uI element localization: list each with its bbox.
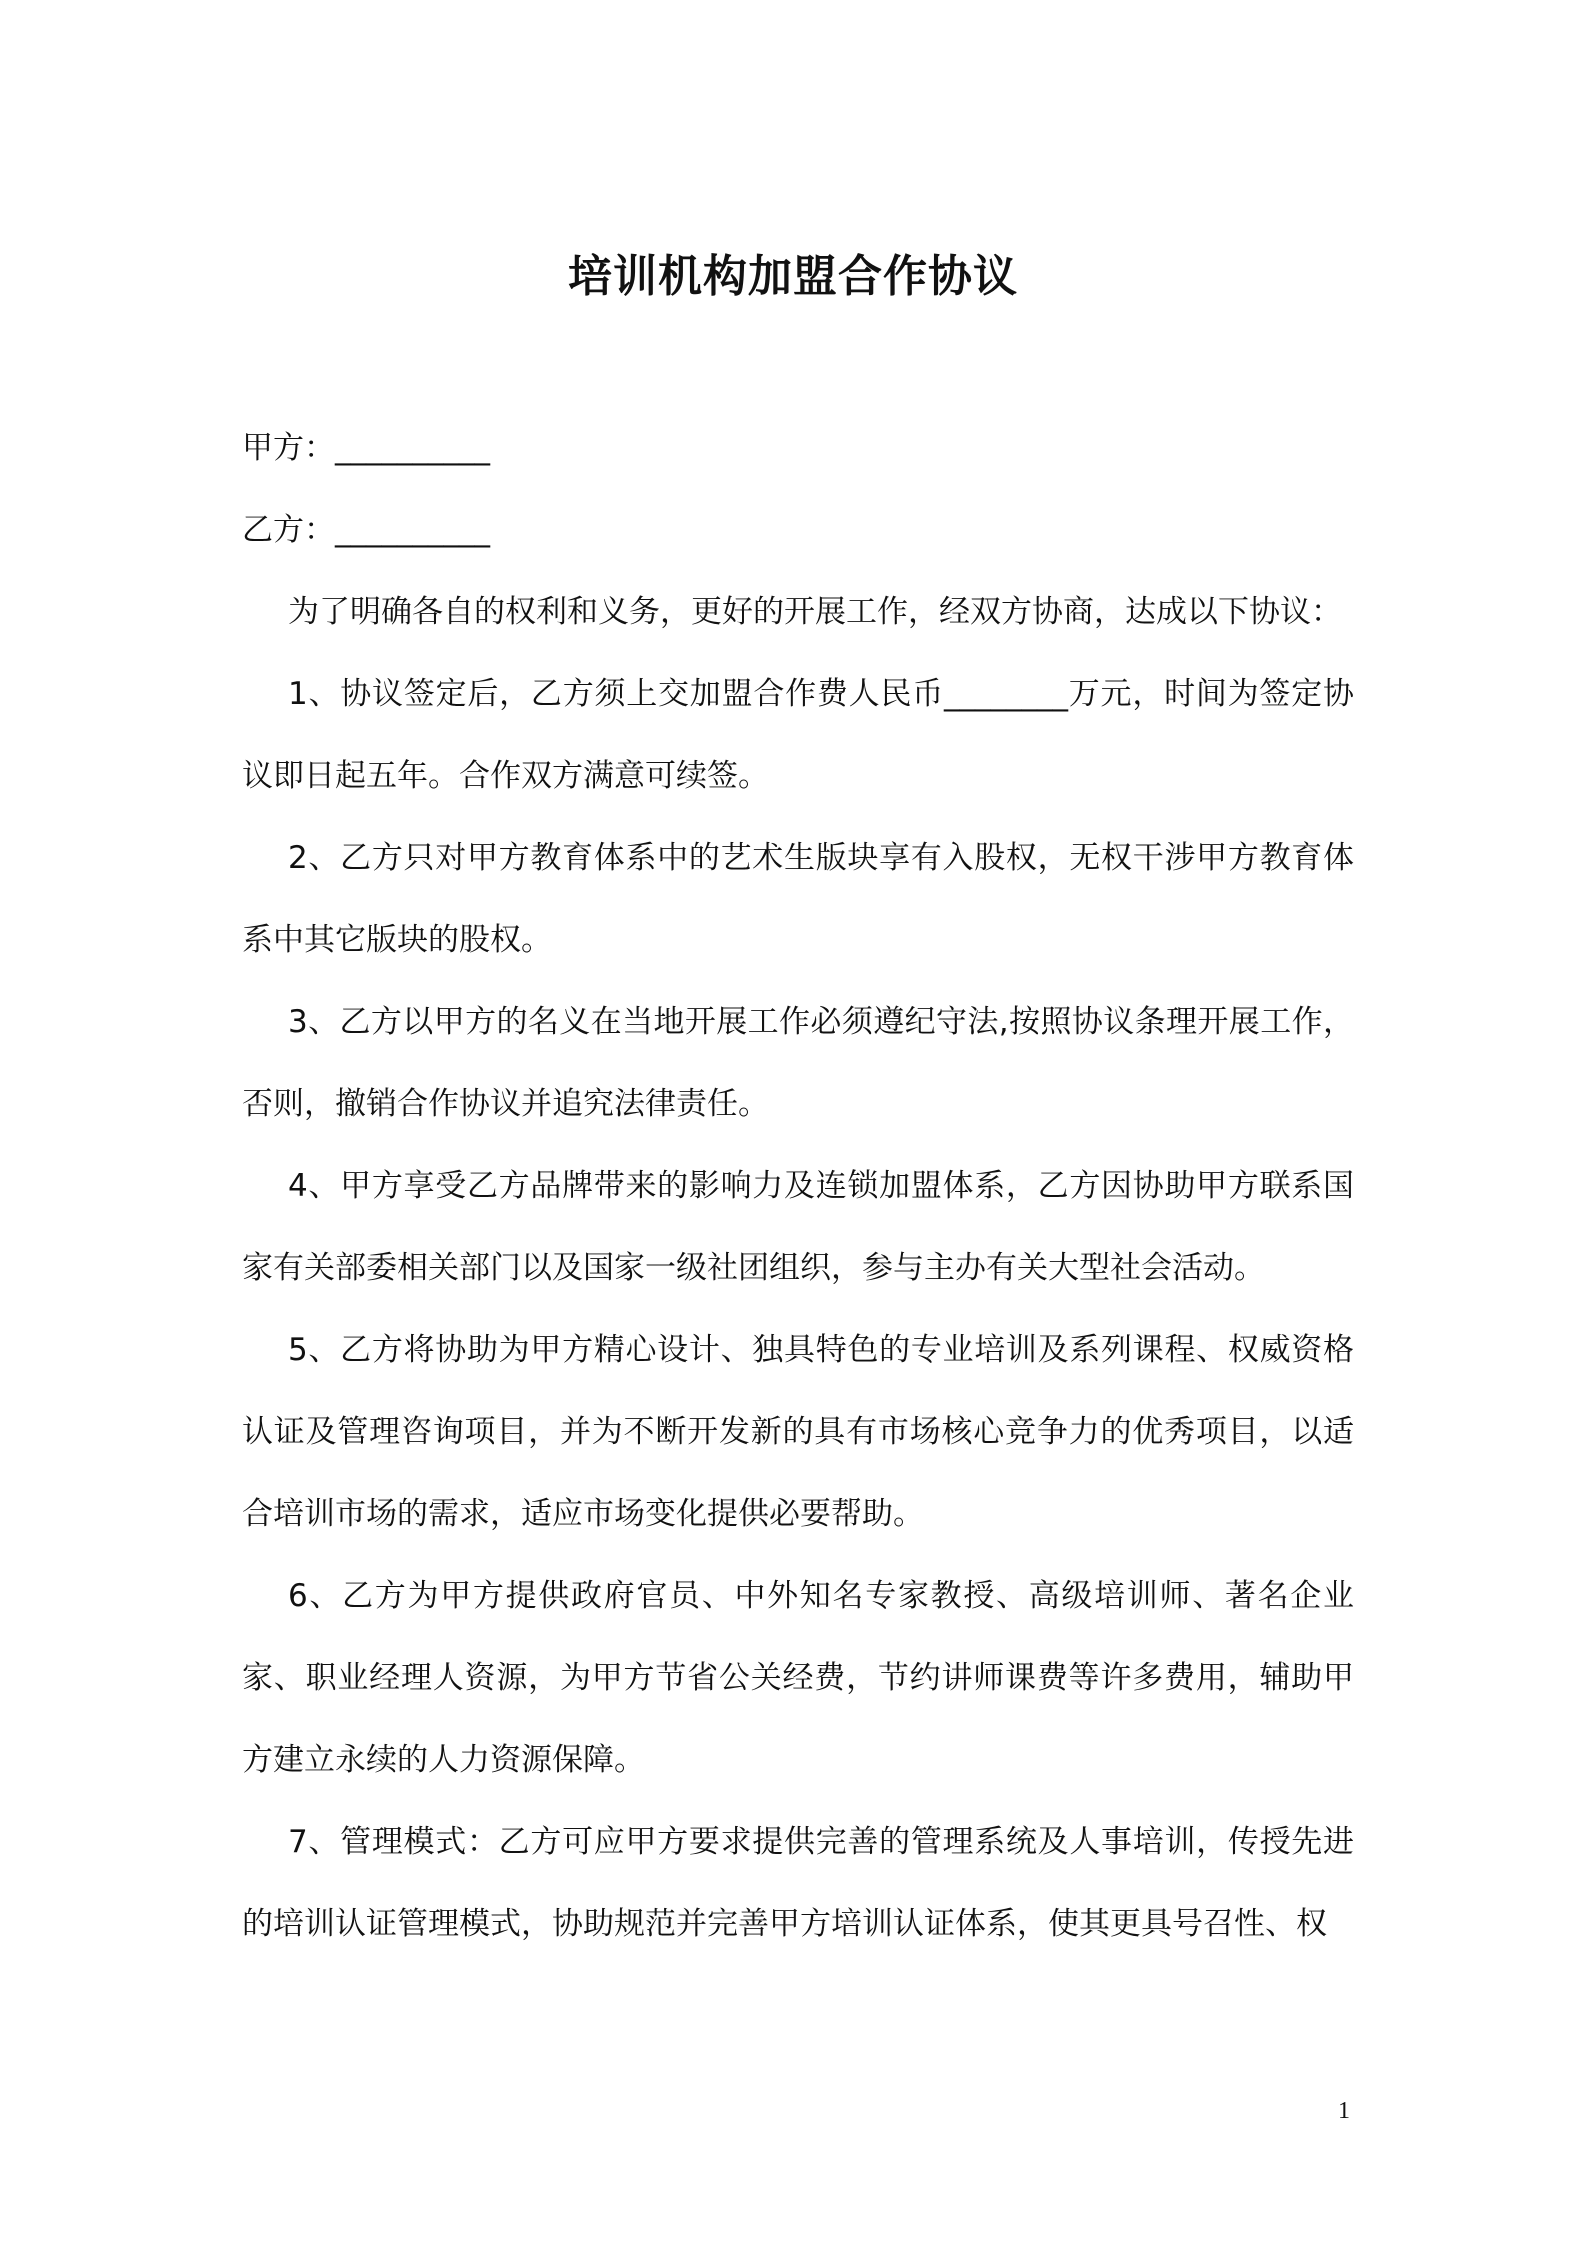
party-a-line: 甲方：__________	[242, 430, 490, 466]
clause-4: 4、甲方享受乙方品牌带来的影响力及连锁加盟体系，乙方因协助甲方联系国家有关部委相关部门以及国家一级社团组织，参与主办有关大型社会活动。	[242, 1168, 1354, 1286]
agreement-body	[242, 407, 1354, 1965]
page-number: 1	[1338, 2098, 1350, 2124]
clause-7: 7、管理模式：乙方可应甲方要求提供完善的管理系统及人事培训，传授先进的培训认证管理模式，协助规范并完善甲方培训认证体系，使其更具号召性、权	[242, 1824, 1354, 1942]
document-title: 培训机构加盟合作协议	[568, 251, 1018, 303]
clause-6: 6、乙方为甲方提供政府官员、中外知名专家教授、高级培训师、著名企业家、职业经理人资源，为甲方节省公关经费，节约讲师课费等许多费用，辅助甲方建立永续的人力资源保障。	[242, 1578, 1354, 1778]
clause-2: 2、乙方只对甲方教育体系中的艺术生版块享有入股权，无权干涉甲方教育体系中其它版块的股权。	[242, 840, 1354, 958]
agreement-intro: 为了明确各自的权利和义务，更好的开展工作，经双方协商，达成以下协议：	[288, 594, 1342, 630]
clause-1: 1、协议签定后，乙方须上交加盟合作费人民币________万元，时间为签定协议即日起五年。合作双方满意可续签。	[242, 676, 1354, 794]
clause-5: 5、乙方将协助为甲方精心设计、独具特色的专业培训及系列课程、权威资格认证及管理咨询项目，并为不断开发新的具有市场核心竞争力的优秀项目，以适合培训市场的需求，适应市场变化提供必要帮助。	[242, 1332, 1354, 1532]
party-b-line: 乙方：__________	[242, 512, 490, 548]
clause-3: 3、乙方以甲方的名义在当地开展工作必须遵纪守法,按照协议条理开展工作，否则，撤销合作协议并追究法律责任。	[242, 1004, 1354, 1122]
